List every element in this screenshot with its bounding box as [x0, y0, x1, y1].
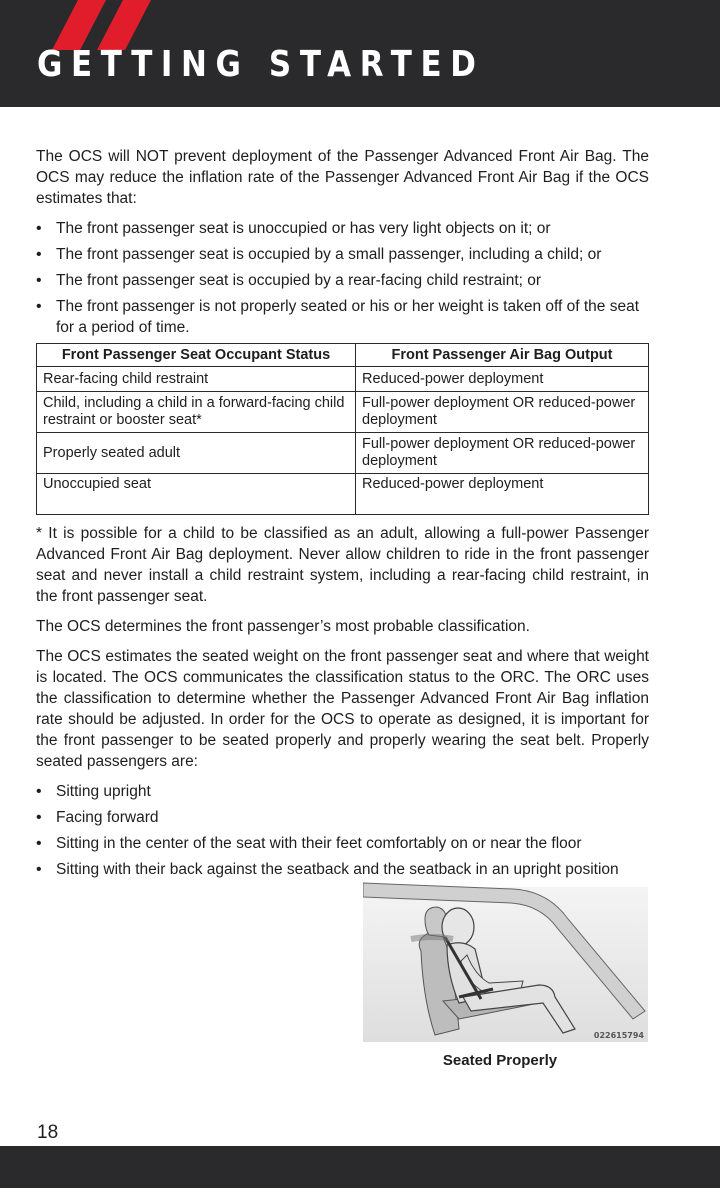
page-number: 18 [37, 1122, 59, 1143]
occupant-status-table [36, 343, 649, 515]
table-cell: Child, including a child in a forward-facing child restraint or booster seat* [37, 392, 356, 433]
list-item: • Facing forward [36, 807, 649, 828]
estimation-paragraph: The OCS estimates the seated weight on the front passenger seat and where that weight is located. The OCS communicates the classification status to the ORC. The ORC uses the classification to determine whether the Passenger Advanced Front Air Bag inflation rate should be adjusted. In order for the OCS to operate as designed, it is important for the front passenger to be seated properly and properly wearing the seat belt. Properly seated passengers are: [36, 648, 649, 770]
seated-properly-illustration [363, 879, 648, 1042]
table-cell: Rear-facing child restraint [37, 367, 356, 392]
table-cell: Reduced-power deployment [356, 474, 649, 515]
list-item: • The front passenger seat is unoccupied or has very light objects on it; or [36, 218, 649, 239]
brand-stripes-logo [0, 0, 200, 50]
footnote-paragraph: * It is possible for a child to be classified as an adult, allowing a full-power Passenger Advanced Front Air Bag deployment. Never allow children to ride in the front passenger seat and never install a child restraint system, including a rear-facing child restraint, in the front passenger seat. [36, 525, 649, 605]
table-cell: Reduced-power deployment [356, 367, 649, 392]
table-cell: Unoccupied seat [37, 474, 356, 515]
section-title: GETTING STARTED [37, 44, 485, 85]
table-cell: Properly seated adult [37, 433, 356, 474]
table-cell: Full-power deployment OR reduced-power deployment [356, 433, 649, 474]
table-row [37, 367, 649, 392]
list-item: • The front passenger seat is occupied by a small passenger, including a child; or [36, 244, 649, 265]
page-content [36, 146, 649, 885]
list-item: • The front passenger is not properly seated or his or her weight is taken off of the seat for a period of time. [36, 296, 649, 338]
list-item: • Sitting upright [36, 781, 649, 802]
list-item: • The front passenger seat is occupied by a rear-facing child restraint; or [36, 270, 649, 291]
conditions-list [36, 218, 649, 338]
table-header-row [37, 344, 649, 367]
list-item: • Sitting in the center of the seat with their feet comfortably on or near the floor [36, 833, 649, 854]
figure-caption: Seated Properly [442, 1052, 558, 1069]
column-header-occupant-status: Front Passenger Seat Occupant Status [37, 344, 356, 367]
seated-passenger-icon [363, 879, 648, 1042]
figure-code: 022615794 [593, 1031, 644, 1040]
list-item: • Sitting with their back against the seatback and the seatback in an upright position [36, 859, 649, 880]
classification-paragraph: The OCS determines the front passenger’s most probable classification. [36, 618, 530, 635]
page-header [0, 0, 720, 107]
seated-properly-list [36, 781, 649, 880]
table-row [37, 433, 649, 474]
table-cell: Full-power deployment OR reduced-power deployment [356, 392, 649, 433]
column-header-air-bag-output: Front Passenger Air Bag Output [356, 344, 649, 367]
page-footer [0, 1146, 720, 1188]
intro-paragraph: The OCS will NOT prevent deployment of the Passenger Advanced Front Air Bag. The OCS may reduce the inflation rate of the Passenger Advanced Front Air Bag if the OCS estimates that: [36, 148, 649, 207]
table-row [37, 474, 649, 515]
table-row [37, 392, 649, 433]
